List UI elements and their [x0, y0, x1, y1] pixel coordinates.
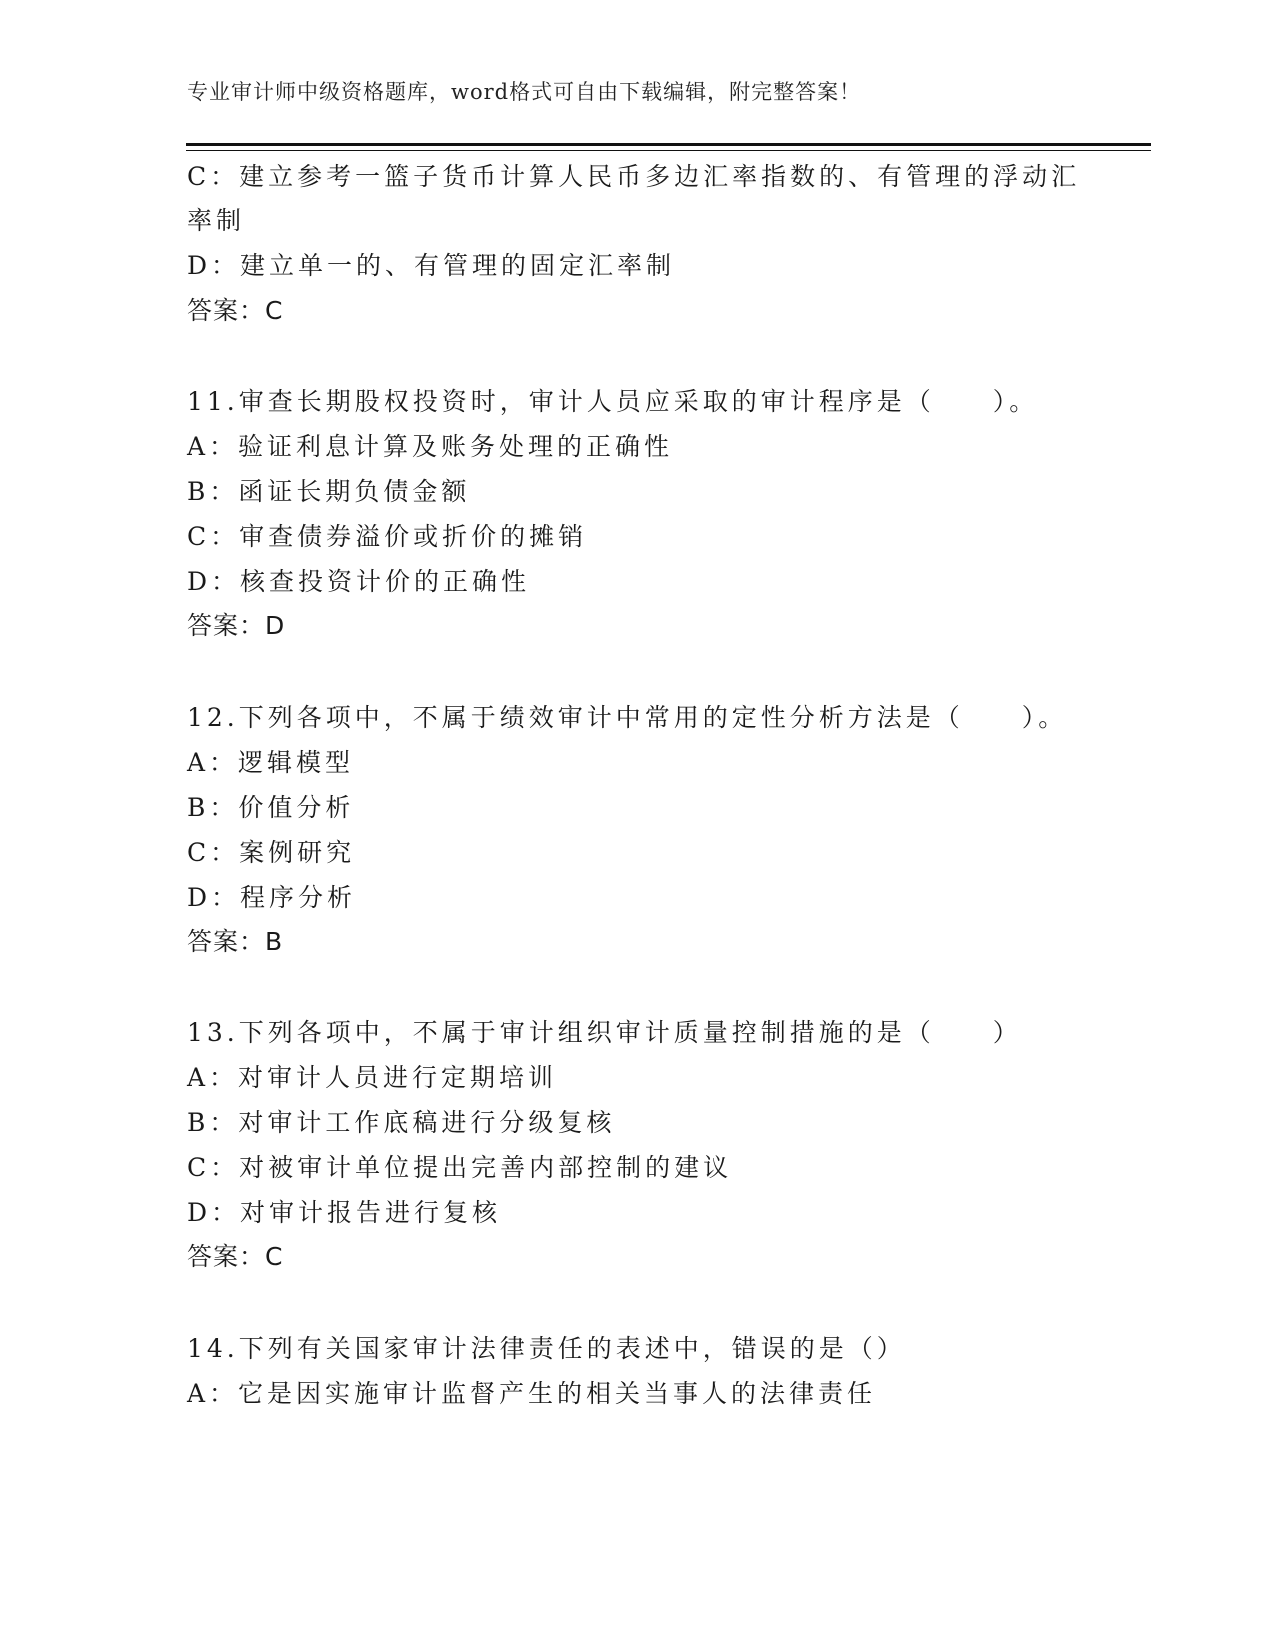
header-rule-thin [186, 150, 1151, 151]
q12-option-d: D：程序分析 [187, 883, 357, 912]
q13-option-c: C：对被审计单位提出完善内部控制的建议 [187, 1153, 733, 1182]
q13-answer: 答案：C [187, 1242, 284, 1271]
page-header: 专业审计师中级资格题库，word格式可自由下载编辑，附完整答案！ [187, 80, 862, 104]
q10-answer: 答案：C [187, 296, 284, 325]
q12-option-a: A：逻辑模型 [187, 748, 355, 777]
q10-option-d: D：建立单一的、有管理的固定汇率制 [187, 251, 676, 280]
q12-answer: 答案：B [187, 927, 284, 956]
q13-option-b: B：对审计工作底稿进行分级复核 [187, 1108, 616, 1137]
q14-question: 14.下列有关国家审计法律责任的表述中，错误的是（） [187, 1334, 906, 1363]
q12-question: 12.下列各项中，不属于绩效审计中常用的定性分析方法是（ ）。 [187, 703, 1068, 732]
q13-option-a: A：对审计人员进行定期培训 [187, 1063, 558, 1092]
q13-option-d: D：对审计报告进行复核 [187, 1198, 502, 1227]
q13-question: 13.下列各项中，不属于审计组织审计质量控制措施的是（ ） [187, 1018, 1022, 1047]
header-rule-thick [186, 143, 1151, 146]
q10-option-c-line1: C：建立参考一篮子货币计算人民币多边汇率指数的、有管理的浮动汇 [187, 162, 1081, 191]
q11-answer: 答案：D [187, 611, 286, 640]
q12-option-c: C：案例研究 [187, 838, 356, 867]
q11-option-d: D：核查投资计价的正确性 [187, 567, 531, 596]
q11-question: 11.审查长期股权投资时，审计人员应采取的审计程序是（ ）。 [187, 387, 1039, 416]
q10-option-c-line2: 率制 [187, 206, 246, 235]
q11-option-a: A：验证利息计算及账务处理的正确性 [187, 432, 674, 461]
q11-option-c: C：审查债券溢价或折价的摊销 [187, 522, 588, 551]
q14-option-a: A：它是因实施审计监督产生的相关当事人的法律责任 [187, 1379, 877, 1408]
q12-option-b: B：价值分析 [187, 793, 355, 822]
q11-option-b: B：函证长期负债金额 [187, 477, 471, 506]
